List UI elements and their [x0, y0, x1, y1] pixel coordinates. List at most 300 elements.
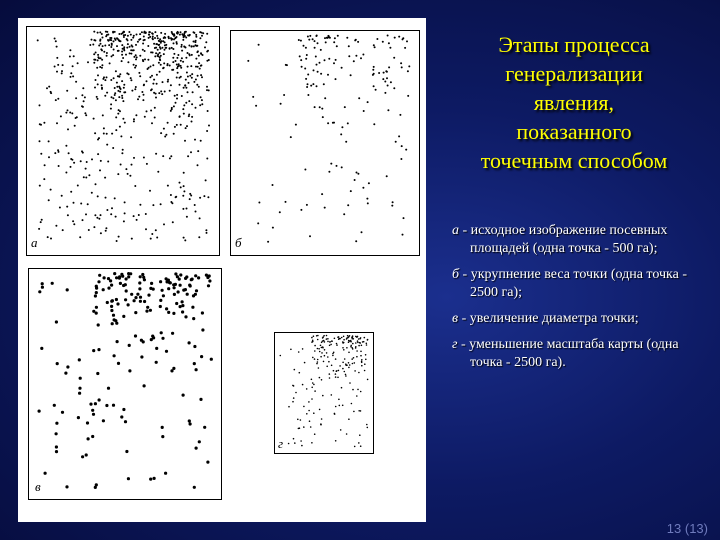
- map-dot: [131, 44, 133, 46]
- map-dot: [104, 79, 106, 81]
- map-dot: [151, 122, 153, 124]
- map-dot: [104, 95, 106, 97]
- map-dot: [201, 99, 203, 101]
- map-dot: [367, 379, 369, 381]
- map-dot: [102, 114, 104, 116]
- map-dot: [145, 228, 147, 230]
- map-dot: [310, 426, 312, 428]
- map-v: [28, 268, 222, 500]
- map-dot: [123, 220, 125, 222]
- map-dot: [47, 236, 49, 238]
- map-dot: [80, 203, 82, 205]
- map-dot: [247, 60, 249, 62]
- map-dot: [170, 110, 172, 112]
- map-dot: [176, 64, 178, 66]
- map-dot: [356, 356, 358, 358]
- map-dot: [200, 140, 202, 142]
- map-dot: [207, 284, 210, 287]
- map-dot: [280, 355, 282, 357]
- map-dot: [353, 60, 355, 62]
- map-dot: [143, 384, 146, 387]
- map-dot: [390, 81, 392, 83]
- map-dot: [93, 62, 95, 64]
- map-dot: [348, 45, 350, 47]
- map-dot: [165, 44, 167, 46]
- map-dot: [154, 37, 156, 39]
- map-dot: [155, 361, 158, 364]
- map-dot: [312, 357, 314, 359]
- map-dot: [356, 172, 358, 174]
- map-dot: [110, 46, 112, 48]
- map-dot: [308, 39, 310, 41]
- map-dot: [151, 75, 153, 77]
- map-dot: [155, 52, 157, 54]
- map-dot: [44, 164, 46, 166]
- map-dot: [198, 55, 200, 57]
- map-dot: [350, 341, 352, 343]
- map-dot: [78, 387, 81, 390]
- map-dot: [174, 95, 176, 97]
- map-dot: [323, 335, 325, 337]
- map-dot: [50, 238, 52, 240]
- map-dot: [307, 36, 309, 38]
- map-dot: [184, 31, 186, 33]
- map-dot: [298, 39, 300, 41]
- map-dot: [182, 289, 185, 292]
- map-dot: [72, 75, 74, 77]
- map-dot: [319, 106, 321, 108]
- map-dot: [114, 87, 116, 89]
- map-dot: [161, 337, 164, 340]
- map-dot: [180, 124, 182, 126]
- map-dot: [346, 337, 348, 339]
- map-dot: [134, 334, 137, 337]
- map-dot: [116, 37, 118, 39]
- map-dot: [359, 434, 361, 436]
- map-dot: [104, 45, 106, 47]
- map-dot: [159, 71, 161, 73]
- map-dot: [93, 31, 95, 33]
- map-dot: [81, 94, 83, 96]
- map-dot: [299, 55, 301, 57]
- map-dot: [177, 31, 179, 33]
- map-dot: [87, 437, 90, 440]
- map-dot: [50, 189, 52, 191]
- map-dot: [340, 133, 342, 135]
- map-dot: [96, 67, 98, 69]
- title-line: показанного: [516, 119, 632, 144]
- map-dot: [290, 136, 292, 138]
- map-dot: [302, 348, 304, 350]
- map-dot: [326, 352, 328, 354]
- map-dot: [367, 339, 369, 341]
- map-dot: [334, 338, 336, 340]
- map-dot: [106, 209, 108, 211]
- map-dot: [198, 236, 200, 238]
- map-dot: [97, 74, 99, 76]
- map-dot: [116, 340, 119, 343]
- map-dot: [122, 32, 124, 34]
- map-dot: [70, 76, 72, 78]
- map-dot: [55, 445, 58, 448]
- map-dot: [121, 97, 123, 99]
- map-dot: [147, 59, 149, 61]
- map-dot: [367, 101, 369, 103]
- map-dot: [203, 426, 206, 429]
- map-dot: [198, 62, 200, 64]
- map-dot: [317, 348, 319, 350]
- map-dot: [328, 171, 330, 173]
- legend-item-b: [452, 266, 702, 302]
- map-dot: [388, 66, 390, 68]
- map-dot: [201, 328, 204, 331]
- map-dot: [91, 192, 93, 194]
- map-dot: [199, 197, 201, 199]
- map-dot: [151, 233, 153, 235]
- map-dot: [102, 37, 104, 39]
- map-dot: [121, 80, 123, 82]
- map-dot: [43, 178, 45, 180]
- map-dot: [134, 67, 136, 69]
- map-dot: [99, 66, 101, 68]
- legend-item-g: [452, 336, 702, 372]
- map-dot: [181, 310, 184, 313]
- legend-text: - увеличение диаметра точки;: [461, 311, 639, 326]
- map-dot: [356, 350, 358, 352]
- map-dot: [193, 32, 195, 34]
- title-line: генерализации: [505, 61, 643, 86]
- map-dot: [362, 54, 364, 56]
- map-dot: [38, 228, 40, 230]
- map-dot: [203, 195, 205, 197]
- map-dot: [97, 83, 99, 85]
- map-dot: [364, 363, 366, 365]
- map-dot: [41, 286, 44, 289]
- map-dot: [39, 185, 41, 187]
- map-dot: [324, 37, 326, 39]
- map-dot: [93, 39, 95, 41]
- map-dot: [187, 91, 189, 93]
- map-dot: [320, 73, 322, 75]
- map-dot: [112, 97, 114, 99]
- map-dot: [362, 187, 364, 189]
- map-dot: [121, 44, 123, 46]
- map-dot: [365, 354, 367, 356]
- map-dot: [38, 410, 41, 413]
- map-dot: [199, 68, 201, 70]
- map-dot: [105, 404, 108, 407]
- map-dot: [175, 102, 177, 104]
- map-dot: [37, 39, 39, 41]
- map-dot: [353, 411, 355, 413]
- map-dot: [343, 342, 345, 344]
- map-dot: [298, 351, 300, 353]
- map-dot: [160, 48, 162, 50]
- map-dot: [101, 64, 103, 66]
- map-dot: [363, 110, 365, 112]
- map-dot: [101, 59, 103, 61]
- map-dot: [342, 347, 344, 349]
- map-dot: [70, 166, 72, 168]
- map-dot: [185, 37, 187, 39]
- map-dot: [76, 116, 78, 118]
- map-dot: [124, 298, 127, 301]
- map-dot: [398, 135, 400, 137]
- map-dot: [208, 59, 210, 61]
- map-dot: [139, 33, 141, 35]
- map-dot: [252, 96, 254, 98]
- map-dot: [127, 43, 129, 45]
- map-dot: [317, 335, 319, 337]
- map-dot: [103, 133, 105, 135]
- map-dot: [300, 419, 302, 421]
- map-dot: [149, 287, 152, 290]
- map-dot: [127, 275, 130, 278]
- map-dot: [135, 44, 137, 46]
- map-dot: [170, 369, 173, 372]
- map-dot: [338, 338, 340, 340]
- map-dot: [117, 173, 119, 175]
- map-dot: [97, 348, 100, 351]
- dot-map-g: [275, 333, 373, 453]
- map-dot: [64, 372, 67, 375]
- map-dot: [179, 273, 182, 276]
- map-dot: [179, 77, 181, 79]
- map-dot: [186, 293, 189, 296]
- map-dot: [189, 54, 191, 56]
- map-dot: [335, 440, 337, 442]
- map-dot: [181, 300, 184, 303]
- map-dot: [121, 51, 123, 53]
- map-dot: [134, 185, 136, 187]
- map-dot: [354, 370, 356, 372]
- map-dot: [80, 160, 82, 162]
- map-dot: [48, 140, 50, 142]
- map-dot: [180, 186, 182, 188]
- map-dot: [146, 110, 148, 112]
- map-dot: [306, 388, 308, 390]
- legend-item-v: [452, 310, 702, 328]
- map-dot: [161, 40, 163, 42]
- map-dot: [153, 43, 155, 45]
- dot-map-a: [27, 27, 219, 255]
- map-dot: [183, 172, 185, 174]
- map-dot: [205, 41, 207, 43]
- map-dot: [143, 94, 145, 96]
- map-dot: [195, 79, 197, 81]
- map-dot: [40, 124, 42, 126]
- map-dot: [324, 207, 326, 209]
- map-dot: [173, 133, 175, 135]
- page-counter: 13 (13): [666, 521, 708, 536]
- map-dot: [335, 78, 337, 80]
- map-dot: [61, 195, 63, 197]
- map-dot: [146, 306, 149, 309]
- map-dot: [95, 183, 97, 185]
- map-dot: [158, 40, 160, 42]
- map-dot: [143, 84, 145, 86]
- map-dot: [374, 46, 376, 48]
- map-dot: [143, 300, 146, 303]
- map-dot: [320, 345, 322, 347]
- map-dot: [153, 92, 155, 94]
- map-dot: [110, 213, 112, 215]
- map-dot: [187, 52, 189, 54]
- map-dot: [155, 153, 157, 155]
- map-dot: [357, 336, 359, 338]
- map-dot: [317, 42, 319, 44]
- map-dot: [366, 344, 368, 346]
- map-dot: [181, 44, 183, 46]
- map-dot: [122, 149, 124, 151]
- map-dot: [130, 49, 132, 51]
- map-dot: [321, 193, 323, 195]
- map-dot: [327, 74, 329, 76]
- map-dot: [182, 61, 184, 63]
- map-dot: [368, 182, 370, 184]
- map-dot: [86, 421, 89, 424]
- map-dot: [193, 486, 196, 489]
- map-dot: [193, 81, 195, 83]
- map-dot: [40, 221, 42, 223]
- map-dot: [135, 58, 137, 60]
- map-dot: [336, 344, 338, 346]
- map-dot: [96, 372, 99, 375]
- map-dot: [39, 140, 41, 142]
- map-dot: [165, 277, 168, 280]
- map-dot: [184, 46, 186, 48]
- map-dot: [183, 34, 185, 36]
- map-dot: [133, 35, 135, 37]
- map-dot: [91, 409, 94, 412]
- map-dot: [324, 349, 326, 351]
- map-dot: [164, 33, 166, 35]
- map-dot: [166, 280, 169, 283]
- map-dot: [334, 37, 336, 39]
- map-dot: [378, 72, 380, 74]
- map-dot: [293, 397, 295, 399]
- map-dot: [139, 275, 142, 278]
- map-dot: [343, 336, 345, 338]
- map-dot: [182, 394, 185, 397]
- map-dot: [97, 98, 99, 100]
- map-dot: [176, 43, 178, 45]
- map-dot: [358, 338, 360, 340]
- map-dot: [306, 54, 308, 56]
- map-dot: [145, 310, 148, 313]
- map-dot: [125, 168, 127, 170]
- map-dot: [351, 337, 353, 339]
- map-dot: [158, 44, 160, 46]
- legend-text: - уменьшение масштаба карты (одна точка - 2500 га).: [460, 337, 679, 370]
- map-dot: [134, 311, 137, 314]
- map-dot: [95, 291, 98, 294]
- map-dot: [197, 150, 199, 152]
- map-dot: [107, 277, 110, 280]
- map-dot: [360, 351, 362, 353]
- map-dot: [279, 211, 281, 213]
- map-dot: [200, 355, 203, 358]
- map-dot: [206, 461, 209, 464]
- map-dot: [176, 41, 178, 43]
- map-dot: [314, 390, 316, 392]
- map-dot: [352, 363, 354, 365]
- map-dot: [347, 335, 349, 337]
- map-dot: [272, 184, 274, 186]
- map-dot: [120, 135, 122, 137]
- map-dot: [329, 341, 331, 343]
- map-dot: [206, 51, 208, 53]
- map-dot: [77, 185, 79, 187]
- map-dot: [358, 345, 360, 347]
- map-dot: [170, 37, 172, 39]
- map-dot: [387, 85, 389, 87]
- map-dot: [394, 37, 396, 39]
- map-dot: [110, 309, 113, 312]
- map-dot: [373, 66, 375, 68]
- map-dot: [162, 294, 165, 297]
- map-dot: [355, 347, 357, 349]
- map-dot: [340, 429, 342, 431]
- map-dot: [167, 79, 169, 81]
- map-dot: [95, 79, 97, 81]
- map-dot: [97, 54, 99, 56]
- map-dot: [159, 305, 162, 308]
- map-dot: [195, 66, 197, 68]
- map-dot: [143, 278, 146, 281]
- map-dot: [173, 286, 176, 289]
- map-dot: [122, 100, 124, 102]
- map-dot: [194, 293, 197, 296]
- map-dot: [85, 168, 87, 170]
- map-dot: [139, 38, 141, 40]
- map-dot: [79, 236, 81, 238]
- map-dot: [153, 477, 156, 480]
- map-dot: [321, 418, 323, 420]
- map-dot: [185, 79, 187, 81]
- map-dot: [182, 208, 184, 210]
- map-dot: [332, 355, 334, 357]
- map-dot: [391, 205, 393, 207]
- map-dot: [122, 48, 124, 50]
- map-dot: [103, 51, 105, 53]
- map-dot: [106, 55, 108, 57]
- map-dot: [309, 420, 311, 422]
- map-dot: [164, 136, 166, 138]
- map-dot: [354, 446, 356, 448]
- map-dot: [311, 341, 313, 343]
- map-dot: [129, 52, 131, 54]
- map-dot: [309, 235, 311, 237]
- map-dot: [165, 350, 168, 353]
- map-dot: [187, 155, 189, 157]
- map-dot: [167, 81, 169, 83]
- map-dot: [354, 179, 356, 181]
- map-dot: [309, 35, 311, 37]
- map-dot: [78, 358, 81, 361]
- map-dot: [150, 110, 152, 112]
- map-dot: [113, 49, 115, 51]
- map-dot: [106, 52, 108, 54]
- map-dot: [142, 340, 145, 343]
- map-dot: [304, 68, 306, 70]
- map-dot: [97, 323, 100, 326]
- map-dot: [349, 335, 351, 337]
- map-dot: [285, 201, 287, 203]
- map-dot: [114, 92, 116, 94]
- map-dot: [179, 115, 181, 117]
- legend-item-a: [452, 222, 702, 258]
